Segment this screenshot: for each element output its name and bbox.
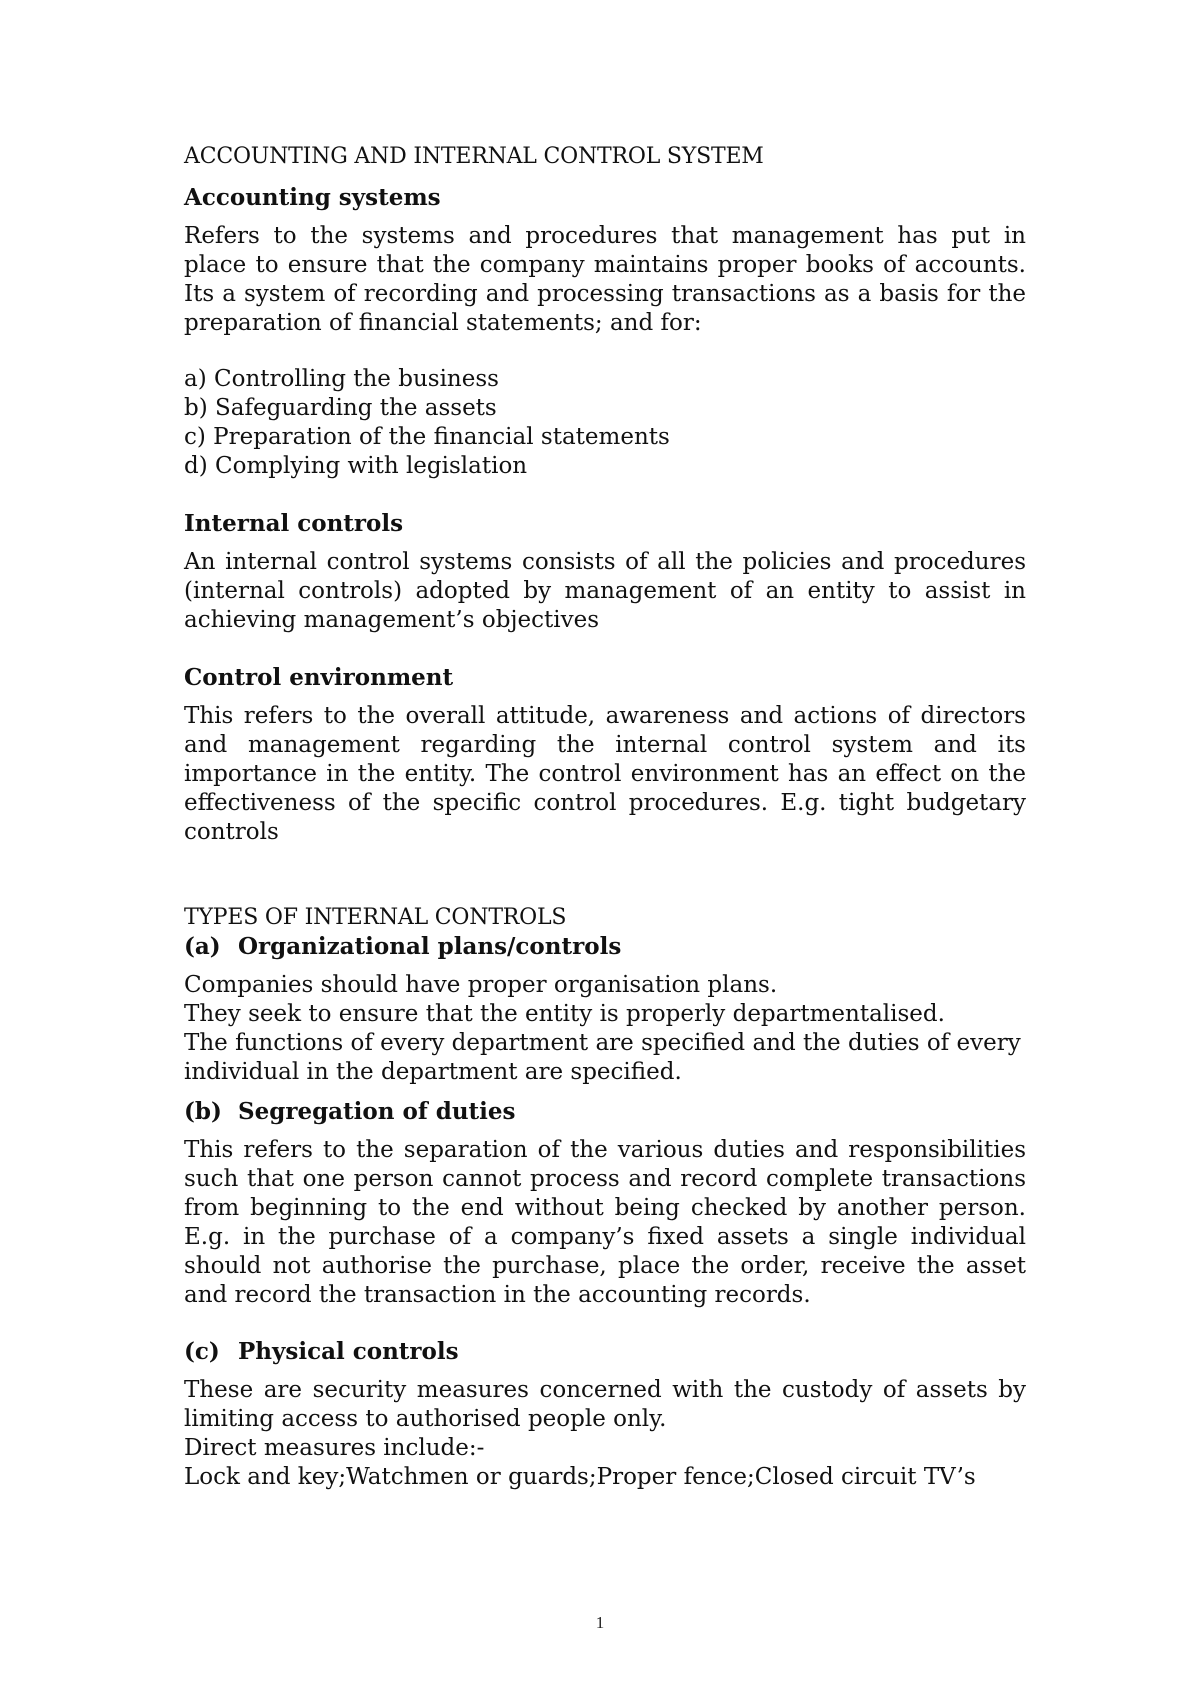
- body-line: Direct measures include:-: [184, 1435, 485, 1461]
- physical-controls-heading: [184, 1337, 1026, 1366]
- page-number: 1: [595, 1613, 605, 1632]
- organizational-plans-body: [184, 971, 1026, 1087]
- internal-controls-heading: Internal controls: [184, 510, 404, 537]
- body-line: These are security measures concerned with the custody of assets by limiting access to authorised people only.: [184, 1377, 1026, 1432]
- list-item: c) Preparation of the financial statements: [184, 424, 670, 450]
- body-line: They seek to ensure that the entity is properly departmentalised.: [184, 1001, 945, 1027]
- list-item: a) Controlling the business: [184, 366, 499, 392]
- internal-controls-paragraph: An internal control systems consists of all the policies and procedures (internal controls) adopted by management of an entity to assist in achieving management’s objectives: [184, 549, 1026, 633]
- body-line: Lock and key;Watchmen or guards;Proper fence;Closed circuit TV’s: [184, 1464, 976, 1490]
- segregation-of-duties-heading: [184, 1097, 1026, 1126]
- list-item: d) Complying with legislation: [184, 453, 528, 479]
- subhead-letter: (c): [184, 1338, 220, 1365]
- subhead-text: Segregation of duties: [238, 1098, 516, 1125]
- list-item: b) Safeguarding the assets: [184, 395, 497, 421]
- subhead-letter: (a): [184, 933, 221, 960]
- physical-controls-body: [184, 1376, 1026, 1492]
- segregation-of-duties-paragraph: This refers to the separation of the various duties and responsibilities such that one person cannot process and record complete transactions from beginning to the end without being checked by another person. E.g. in the purchase of a company’s fixed assets a single individual should not authorise the purchase, place the order, receive the asset and record the transaction in the accounting records.: [184, 1137, 1026, 1308]
- accounting-systems-paragraph: Refers to the systems and procedures that management has put in place to ensure that the company maintains proper books of accounts. Its a system of recording and processing transactions as a basis for the preparation of financial statements; and for:: [184, 223, 1026, 336]
- control-environment-heading: Control environment: [184, 664, 454, 691]
- document-title: ACCOUNTING AND INTERNAL CONTROL SYSTEM: [184, 144, 764, 169]
- subhead-letter: (b): [184, 1098, 222, 1125]
- document-page: [184, 142, 1026, 1492]
- subhead-text: Physical controls: [238, 1338, 459, 1365]
- control-environment-paragraph: This refers to the overall attitude, awareness and actions of directors and management regarding the internal control system and its importance in the entity. The control environment has an effect on the effectiveness of the specific control procedures. E.g. tight budgetary controls: [184, 703, 1026, 845]
- organizational-plans-heading: [184, 932, 1026, 961]
- types-of-internal-controls-title: TYPES OF INTERNAL CONTROLS: [184, 905, 567, 930]
- subhead-text: Organizational plans/controls: [238, 933, 622, 960]
- body-line: Companies should have proper organisation plans.: [184, 972, 778, 998]
- body-line: The functions of every department are specified and the duties of every individual in the department are specified.: [184, 1030, 1021, 1085]
- accounting-purposes-list: [184, 365, 1026, 481]
- accounting-systems-heading: Accounting systems: [184, 184, 441, 211]
